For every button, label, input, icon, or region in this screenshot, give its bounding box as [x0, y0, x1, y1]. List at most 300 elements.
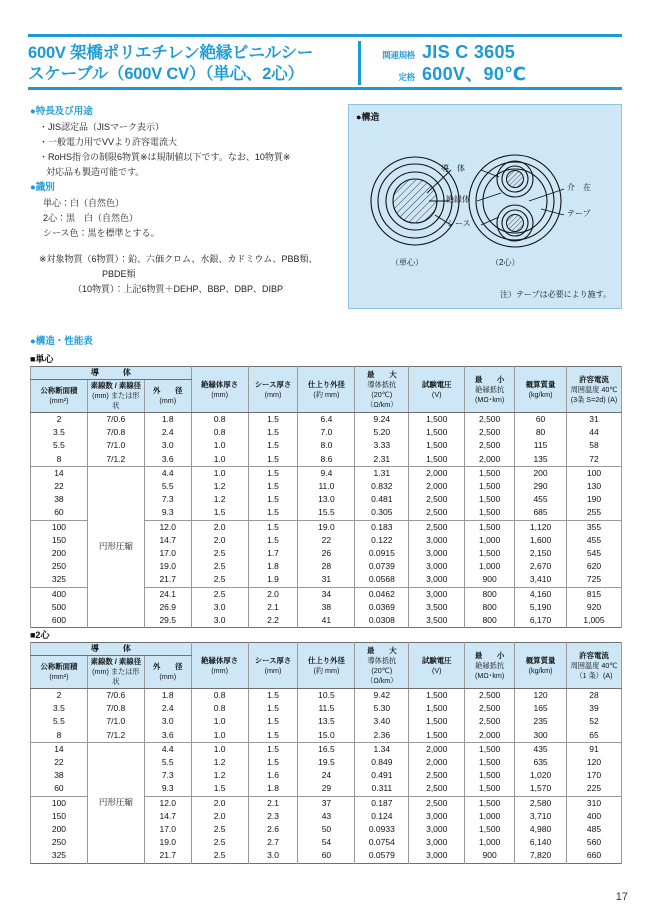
cell-test-voltage: 2,000	[409, 756, 465, 769]
cell-min-insulation-resistance: 800	[465, 601, 515, 614]
cell-finished-od: 41	[298, 614, 355, 628]
cell-test-voltage: 3,000	[409, 823, 465, 836]
cell-sheath-thickness: 1.5	[248, 520, 298, 534]
identification-item-2: 2心：黒 白（自然色）	[43, 213, 139, 223]
substances-note-line1: ※対象物質（6物質）：鉛、六価クロム、水銀、カドミウム、PBB類、	[39, 254, 318, 264]
page-number: 17	[615, 891, 628, 903]
spec-table-two-core	[30, 642, 622, 864]
cell-current-capacity: 725	[567, 573, 622, 587]
cell-max-resistance: 2.36	[355, 729, 409, 743]
cell-insulation-thickness: 1.5	[191, 506, 248, 520]
cell-outer-diameter: 3.6	[144, 453, 191, 467]
cell-area: 100	[31, 520, 88, 534]
cell-strand: 7/0.8	[87, 702, 144, 715]
cell-min-insulation-resistance: 2,000	[465, 453, 515, 467]
cell-approx-mass: 685	[515, 506, 567, 520]
table-row	[31, 729, 622, 743]
cell-area: 5.5	[31, 439, 88, 452]
cell-finished-od: 50	[298, 823, 355, 836]
cell-max-resistance: 2.31	[355, 453, 409, 467]
cell-sheath-thickness: 1.5	[248, 480, 298, 493]
cell-max-resistance: 0.849	[355, 756, 409, 769]
cell-approx-mass: 2,580	[515, 796, 567, 810]
cell-area: 38	[31, 769, 88, 782]
cell-min-insulation-resistance: 2,500	[465, 715, 515, 728]
cell-current-capacity: 39	[567, 702, 622, 715]
cell-min-insulation-resistance: 1,500	[465, 782, 515, 796]
cell-min-insulation-resistance: 2,500	[465, 689, 515, 703]
cell-sheath-thickness: 1.5	[248, 453, 298, 467]
cell-outer-diameter: 5.5	[144, 756, 191, 769]
cell-outer-diameter: 21.7	[144, 849, 191, 863]
table-row	[31, 466, 622, 480]
cell-max-resistance: 0.311	[355, 782, 409, 796]
cell-finished-od: 19.5	[298, 756, 355, 769]
cell-test-voltage: 2,500	[409, 796, 465, 810]
table2-head	[31, 643, 622, 689]
th2-test-voltage: 試験電圧 (V)	[409, 643, 465, 689]
substances-note-line3: （10物質）：上記6物質＋DEHP、BBP、DBP、DIBP	[73, 284, 284, 294]
cell-test-voltage: 3,000	[409, 547, 465, 560]
cell-strand: 7/1.0	[87, 715, 144, 728]
cell-max-resistance: 0.481	[355, 493, 409, 506]
cell-area: 250	[31, 836, 88, 849]
cell-outer-diameter: 3.6	[144, 729, 191, 743]
cell-finished-od: 6.4	[298, 413, 355, 427]
cell-finished-od: 16.5	[298, 742, 355, 756]
cell-insulation-thickness: 2.5	[191, 823, 248, 836]
cell-test-voltage: 2,000	[409, 480, 465, 493]
cell-max-resistance: 0.0915	[355, 547, 409, 560]
table1-title: ■単心	[30, 354, 54, 364]
cell-area: 3.5	[31, 702, 88, 715]
cell-min-insulation-resistance: 1,000	[465, 810, 515, 823]
cell-outer-diameter: 12.0	[144, 796, 191, 810]
cell-min-insulation-resistance: 800	[465, 587, 515, 601]
th2-nominal-area: 公称断面積 (mm²)	[31, 656, 88, 689]
th2-strand-count-diameter: 素線数 / 素線径 (mm) または形状	[87, 656, 144, 689]
cell-approx-mass: 3,410	[515, 573, 567, 587]
cell-insulation-thickness: 0.8	[191, 702, 248, 715]
cell-min-insulation-resistance: 1,500	[465, 520, 515, 534]
cell-outer-diameter: 9.3	[144, 506, 191, 520]
cell-sheath-thickness: 1.5	[248, 729, 298, 743]
cell-approx-mass: 5,190	[515, 601, 567, 614]
cell-insulation-thickness: 2.5	[191, 573, 248, 587]
th-test-voltage: 試験電圧 (V)	[409, 367, 465, 413]
cell-outer-diameter: 2.4	[144, 426, 191, 439]
cell-area: 200	[31, 547, 88, 560]
rating-row	[371, 64, 622, 84]
cell-current-capacity: 455	[567, 534, 622, 547]
cell-insulation-thickness: 1.0	[191, 715, 248, 728]
cell-insulation-thickness: 1.0	[191, 453, 248, 467]
rating-value: 600V、90℃	[422, 64, 527, 84]
cell-current-capacity: 120	[567, 756, 622, 769]
cell-test-voltage: 3,000	[409, 810, 465, 823]
cell-area: 150	[31, 810, 88, 823]
cell-finished-od: 43	[298, 810, 355, 823]
table-row	[31, 742, 622, 756]
cell-approx-mass: 1,570	[515, 782, 567, 796]
cell-sheath-thickness: 1.5	[248, 715, 298, 728]
cell-test-voltage: 3,000	[409, 534, 465, 547]
cell-finished-od: 10.5	[298, 689, 355, 703]
cell-area: 60	[31, 782, 88, 796]
cell-test-voltage: 2,500	[409, 506, 465, 520]
cell-test-voltage: 3,000	[409, 560, 465, 573]
th2-finished-od: 仕上り外径 (約 mm)	[298, 643, 355, 689]
cell-test-voltage: 3,000	[409, 849, 465, 863]
cell-finished-od: 38	[298, 601, 355, 614]
cell-area: 400	[31, 587, 88, 601]
cell-test-voltage: 1,500	[409, 715, 465, 728]
cell-approx-mass: 2,150	[515, 547, 567, 560]
cell-sheath-thickness: 2.6	[248, 823, 298, 836]
substances-note-line2: PBDE類	[102, 269, 136, 279]
cell-approx-mass: 635	[515, 756, 567, 769]
cell-outer-diameter: 19.0	[144, 836, 191, 849]
cell-outer-diameter: 19.0	[144, 560, 191, 573]
table-row	[31, 715, 622, 728]
cell-insulation-thickness: 1.5	[191, 782, 248, 796]
cell-area: 22	[31, 480, 88, 493]
spacer	[30, 241, 340, 252]
cell-insulation-thickness: 2.0	[191, 796, 248, 810]
label-insulator: 絶縁体	[446, 195, 470, 204]
cell-test-voltage: 1,500	[409, 453, 465, 467]
page-header	[28, 34, 622, 90]
th-approx-mass: 概算質量 (kg/km)	[515, 367, 567, 413]
cell-max-resistance: 0.0739	[355, 560, 409, 573]
cell-approx-mass: 120	[515, 689, 567, 703]
cell-approx-mass: 200	[515, 466, 567, 480]
product-title-line2: スケーブル（600V CV）（単心、2心）	[28, 65, 304, 83]
cell-sheath-thickness: 1.5	[248, 534, 298, 547]
cell-outer-diameter: 12.0	[144, 520, 191, 534]
cell-max-resistance: 0.0754	[355, 836, 409, 849]
cell-current-capacity: 1,005	[567, 614, 622, 628]
cell-current-capacity: 28	[567, 689, 622, 703]
cell-min-insulation-resistance: 1,500	[465, 547, 515, 560]
cell-finished-od: 11.0	[298, 480, 355, 493]
identification-item-1: 単心：白（自然色）	[43, 198, 125, 208]
cell-outer-diameter: 2.4	[144, 702, 191, 715]
th-conductor-group: 導 体	[31, 367, 192, 380]
cell-max-resistance: 0.0308	[355, 614, 409, 628]
cell-min-insulation-resistance: 2,000	[465, 729, 515, 743]
cell-approx-mass: 4,980	[515, 823, 567, 836]
cell-sheath-thickness: 1.8	[248, 560, 298, 573]
cell-insulation-thickness: 1.0	[191, 466, 248, 480]
cell-sheath-thickness: 2.2	[248, 614, 298, 628]
cell-finished-od: 15.0	[298, 729, 355, 743]
cell-insulation-thickness: 1.0	[191, 439, 248, 452]
cell-outer-diameter: 4.4	[144, 742, 191, 756]
cell-min-insulation-resistance: 1,500	[465, 480, 515, 493]
cell-sheath-thickness: 1.5	[248, 506, 298, 520]
cell-sheath-thickness: 2.1	[248, 601, 298, 614]
feature-item-1: ・JIS認定品（JISマーク表示）	[39, 122, 165, 132]
header-specs	[371, 41, 622, 85]
cell-approx-mass: 455	[515, 493, 567, 506]
left-text-column	[30, 104, 340, 297]
cell-strand: 7/1.2	[87, 729, 144, 743]
cell-finished-od: 29	[298, 782, 355, 796]
cell-outer-diameter: 26.9	[144, 601, 191, 614]
cell-approx-mass: 435	[515, 742, 567, 756]
cell-sheath-thickness: 3.0	[248, 849, 298, 863]
cell-approx-mass: 1,600	[515, 534, 567, 547]
cell-sheath-thickness: 1.6	[248, 769, 298, 782]
cell-area: 8	[31, 453, 88, 467]
cell-outer-diameter: 1.8	[144, 413, 191, 427]
cell-finished-od: 11.5	[298, 702, 355, 715]
th-min-insulation-resistance: 最 小 絶縁抵抗 (MΩ･km)	[465, 367, 515, 413]
cell-outer-diameter: 5.5	[144, 480, 191, 493]
cell-current-capacity: 44	[567, 426, 622, 439]
cell-max-resistance: 1.34	[355, 742, 409, 756]
cell-test-voltage: 3,500	[409, 601, 465, 614]
cell-finished-od: 13.5	[298, 715, 355, 728]
cell-outer-diameter: 29.5	[144, 614, 191, 628]
cell-sheath-thickness: 1.5	[248, 439, 298, 452]
cell-sheath-thickness: 1.5	[248, 702, 298, 715]
cell-max-resistance: 9.24	[355, 413, 409, 427]
cell-min-insulation-resistance: 1,500	[465, 466, 515, 480]
cell-insulation-thickness: 1.2	[191, 769, 248, 782]
cell-test-voltage: 1,500	[409, 413, 465, 427]
cell-insulation-thickness: 2.5	[191, 587, 248, 601]
cell-strand: 7/1.0	[87, 439, 144, 452]
cell-outer-diameter: 24.1	[144, 587, 191, 601]
cell-sheath-thickness: 1.5	[248, 413, 298, 427]
cell-max-resistance: 0.0462	[355, 587, 409, 601]
cell-test-voltage: 3,000	[409, 573, 465, 587]
cell-min-insulation-resistance: 1,000	[465, 836, 515, 849]
cell-sheath-thickness: 1.5	[248, 493, 298, 506]
table1-head	[31, 367, 622, 413]
cell-test-voltage: 3,000	[409, 836, 465, 849]
two-core-conductor-1	[507, 171, 524, 188]
cell-finished-od: 22	[298, 534, 355, 547]
table2-head-row1	[31, 643, 622, 656]
product-title	[28, 41, 358, 85]
cell-insulation-thickness: 0.8	[191, 426, 248, 439]
cell-max-resistance: 0.0933	[355, 823, 409, 836]
cell-current-capacity: 355	[567, 520, 622, 534]
cell-area: 38	[31, 493, 88, 506]
cell-min-insulation-resistance: 1,000	[465, 534, 515, 547]
cell-sheath-thickness: 2.1	[248, 796, 298, 810]
cell-current-capacity: 920	[567, 601, 622, 614]
cell-outer-diameter: 21.7	[144, 573, 191, 587]
cell-current-capacity: 545	[567, 547, 622, 560]
cell-finished-od: 37	[298, 796, 355, 810]
table2-title: ■2心	[30, 630, 50, 640]
cell-test-voltage: 2,500	[409, 520, 465, 534]
cell-insulation-thickness: 2.5	[191, 836, 248, 849]
cell-outer-diameter: 17.0	[144, 823, 191, 836]
rating-label: 定格	[398, 72, 415, 82]
cell-approx-mass: 1,020	[515, 769, 567, 782]
cell-area: 325	[31, 573, 88, 587]
cell-approx-mass: 135	[515, 453, 567, 467]
cell-current-capacity: 190	[567, 493, 622, 506]
spec-section-heading: ●構造・性能表	[30, 336, 93, 347]
cell-area: 60	[31, 506, 88, 520]
cell-strand: 7/1.2	[87, 453, 144, 467]
cell-area: 2	[31, 413, 88, 427]
header-body	[28, 37, 622, 87]
cell-max-resistance: 0.124	[355, 810, 409, 823]
cell-area: 8	[31, 729, 88, 743]
structure-heading: ●構造	[356, 112, 380, 122]
cell-test-voltage: 1,500	[409, 426, 465, 439]
feature-item-4: 対応品も製造可能です。	[46, 167, 145, 177]
cell-max-resistance: 0.305	[355, 506, 409, 520]
th-insulation-thickness: 絶縁体厚さ (mm)	[191, 367, 248, 413]
cell-min-insulation-resistance: 1,000	[465, 560, 515, 573]
cell-sheath-thickness: 1.5	[248, 756, 298, 769]
cell-strand: 7/0.6	[87, 413, 144, 427]
diagram-footnote: 注）テープは必要により施す。	[500, 290, 611, 299]
cell-area: 2	[31, 689, 88, 703]
cell-area: 200	[31, 823, 88, 836]
caption-two-core: （2心）	[491, 258, 520, 267]
cell-test-voltage: 2,000	[409, 466, 465, 480]
cell-finished-od: 26	[298, 547, 355, 560]
cell-sheath-thickness: 1.7	[248, 547, 298, 560]
table-row	[31, 413, 622, 427]
cell-current-capacity: 310	[567, 796, 622, 810]
cell-test-voltage: 1,500	[409, 702, 465, 715]
cell-test-voltage: 1,500	[409, 689, 465, 703]
table-row	[31, 689, 622, 703]
cell-max-resistance: 0.0369	[355, 601, 409, 614]
cell-area: 325	[31, 849, 88, 863]
cell-outer-diameter: 14.7	[144, 810, 191, 823]
cell-min-insulation-resistance: 2,500	[465, 702, 515, 715]
cell-finished-od: 9.4	[298, 466, 355, 480]
table2-body	[31, 689, 622, 864]
th2-conductor-group: 導 体	[31, 643, 192, 656]
feature-item-3: ・RoHS指令の制限6物質※は規制値以下です。なお、10物質※	[39, 152, 291, 162]
cell-current-capacity: 58	[567, 439, 622, 452]
cell-compression-label: 円形圧縮	[87, 742, 144, 863]
cell-min-insulation-resistance: 900	[465, 573, 515, 587]
cell-approx-mass: 300	[515, 729, 567, 743]
cell-strand: 7/0.6	[87, 689, 144, 703]
cell-outer-diameter: 7.3	[144, 769, 191, 782]
cell-current-capacity: 52	[567, 715, 622, 728]
cell-area: 5.5	[31, 715, 88, 728]
th-strand-count-diameter: 素線数 / 素線径 (mm) または形状	[87, 380, 144, 413]
related-standard-label: 関連規格	[382, 50, 415, 60]
cell-current-capacity: 91	[567, 742, 622, 756]
cell-area: 150	[31, 534, 88, 547]
cell-insulation-thickness: 3.0	[191, 614, 248, 628]
cell-test-voltage: 2,000	[409, 742, 465, 756]
table-row	[31, 426, 622, 439]
cell-min-insulation-resistance: 1,500	[465, 756, 515, 769]
cell-insulation-thickness: 1.2	[191, 756, 248, 769]
cell-max-resistance: 0.491	[355, 769, 409, 782]
cell-current-capacity: 31	[567, 413, 622, 427]
feature-item-2: ・一般電力用でVVより許容電流大	[39, 137, 178, 147]
cell-area: 500	[31, 601, 88, 614]
th-nominal-area: 公称断面積 (mm²)	[31, 380, 88, 413]
cell-approx-mass: 80	[515, 426, 567, 439]
cell-current-capacity: 400	[567, 810, 622, 823]
cell-min-insulation-resistance: 1,500	[465, 742, 515, 756]
cell-current-capacity: 170	[567, 769, 622, 782]
th2-current-capacity: 許容電流 周囲温度 40℃ （1 条）(A)	[567, 643, 622, 689]
cell-test-voltage: 3,500	[409, 614, 465, 628]
cell-test-voltage: 1,500	[409, 439, 465, 452]
cell-approx-mass: 7,820	[515, 849, 567, 863]
cell-finished-od: 15.5	[298, 506, 355, 520]
related-standard-value: JIS C 3605	[422, 42, 516, 62]
header-rule-bottom	[28, 87, 622, 90]
cell-sheath-thickness: 1.5	[248, 466, 298, 480]
label-filler: 介 在	[567, 183, 591, 192]
cell-min-insulation-resistance: 2,500	[465, 413, 515, 427]
cell-max-resistance: 0.0579	[355, 849, 409, 863]
th2-insulation-thickness: 絶縁体厚さ (mm)	[191, 643, 248, 689]
cell-finished-od: 54	[298, 836, 355, 849]
cell-sheath-thickness: 2.0	[248, 587, 298, 601]
cell-insulation-thickness: 2.0	[191, 520, 248, 534]
cell-current-capacity: 560	[567, 836, 622, 849]
cell-outer-diameter: 3.0	[144, 439, 191, 452]
header-divider	[358, 41, 361, 85]
cell-finished-od: 24	[298, 769, 355, 782]
cell-finished-od: 8.0	[298, 439, 355, 452]
cell-insulation-thickness: 3.0	[191, 601, 248, 614]
cell-max-resistance: 0.187	[355, 796, 409, 810]
cell-max-resistance: 3.33	[355, 439, 409, 452]
cell-area: 22	[31, 756, 88, 769]
th-current-capacity: 許容電流 周囲温度 40℃ (3条 S=2d) (A)	[567, 367, 622, 413]
cell-area: 14	[31, 466, 88, 480]
th-max-resistance: 最 大 導体抵抗 (20℃) （Ω/km）	[355, 367, 409, 413]
cell-approx-mass: 1,120	[515, 520, 567, 534]
cell-compression-label: 円形圧縮	[87, 466, 144, 627]
cell-sheath-thickness: 1.9	[248, 573, 298, 587]
cell-current-capacity: 255	[567, 506, 622, 520]
cell-approx-mass: 290	[515, 480, 567, 493]
cell-finished-od: 13.0	[298, 493, 355, 506]
cell-insulation-thickness: 1.2	[191, 493, 248, 506]
table-row	[31, 439, 622, 452]
cell-area: 14	[31, 742, 88, 756]
cell-max-resistance: 5.20	[355, 426, 409, 439]
cell-insulation-thickness: 0.8	[191, 413, 248, 427]
cell-approx-mass: 60	[515, 413, 567, 427]
cell-max-resistance: 1.31	[355, 466, 409, 480]
cell-max-resistance: 0.122	[355, 534, 409, 547]
table1-body	[31, 413, 622, 628]
cell-insulation-thickness: 1.0	[191, 742, 248, 756]
cell-min-insulation-resistance: 1,500	[465, 796, 515, 810]
cell-approx-mass: 6,140	[515, 836, 567, 849]
cell-insulation-thickness: 2.5	[191, 547, 248, 560]
cell-test-voltage: 2,500	[409, 769, 465, 782]
cell-approx-mass: 165	[515, 702, 567, 715]
cell-sheath-thickness: 1.5	[248, 426, 298, 439]
cell-max-resistance: 3.40	[355, 715, 409, 728]
